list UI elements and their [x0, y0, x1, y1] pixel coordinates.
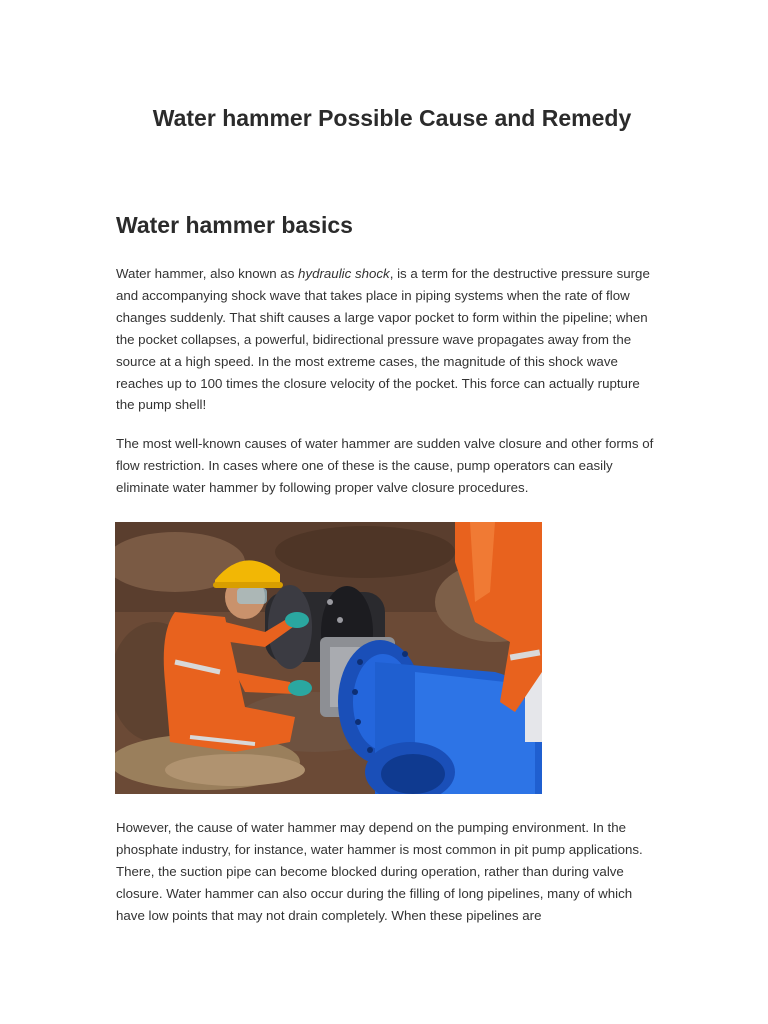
- document-title: Water hammer Possible Cause and Remedy: [152, 105, 632, 131]
- paragraph-3: However, the cause of water hammer may depend on the pumping environment. In the phosphate industry, for instance, water hammer is most common in pit pump applications. There, the suction pipe can become blocked during operation, rather than during valve closure. Water hammer can also occur during the filling of long pipelines, many of which have low points that may not drain completely. When these pipelines are: [116, 820, 643, 923]
- section-heading: Water hammer basics: [116, 212, 353, 238]
- paragraph-2: The most well-known causes of water hammer are sudden valve closure and other forms of flow restriction. In cases where one of these is the cause, pump operators can easily eliminate water hammer by following proper valve closure procedures.: [116, 436, 654, 495]
- paragraph-1-emphasis: hydraulic shock: [298, 266, 390, 281]
- paragraph-1: [116, 263, 658, 416]
- paragraph-1-after: , is a term for the destructive pressure surge and accompanying shock wave that takes place in piping systems when the rate of flow changes suddenly. That shift causes a large vapor pocket to form within the pipeline; when the pocket collapses, a powerful, bidirectional pressure wave propagates away from the source at a high speed. In the most extreme cases, the magnitude of this shock wave reaches up to 100 times the closure velocity of the pocket. This force can actually rupture the pump shell!: [116, 266, 650, 413]
- paragraph-1-before: Water hammer, also known as: [116, 266, 299, 281]
- pipeline-repair-photo: [115, 522, 542, 794]
